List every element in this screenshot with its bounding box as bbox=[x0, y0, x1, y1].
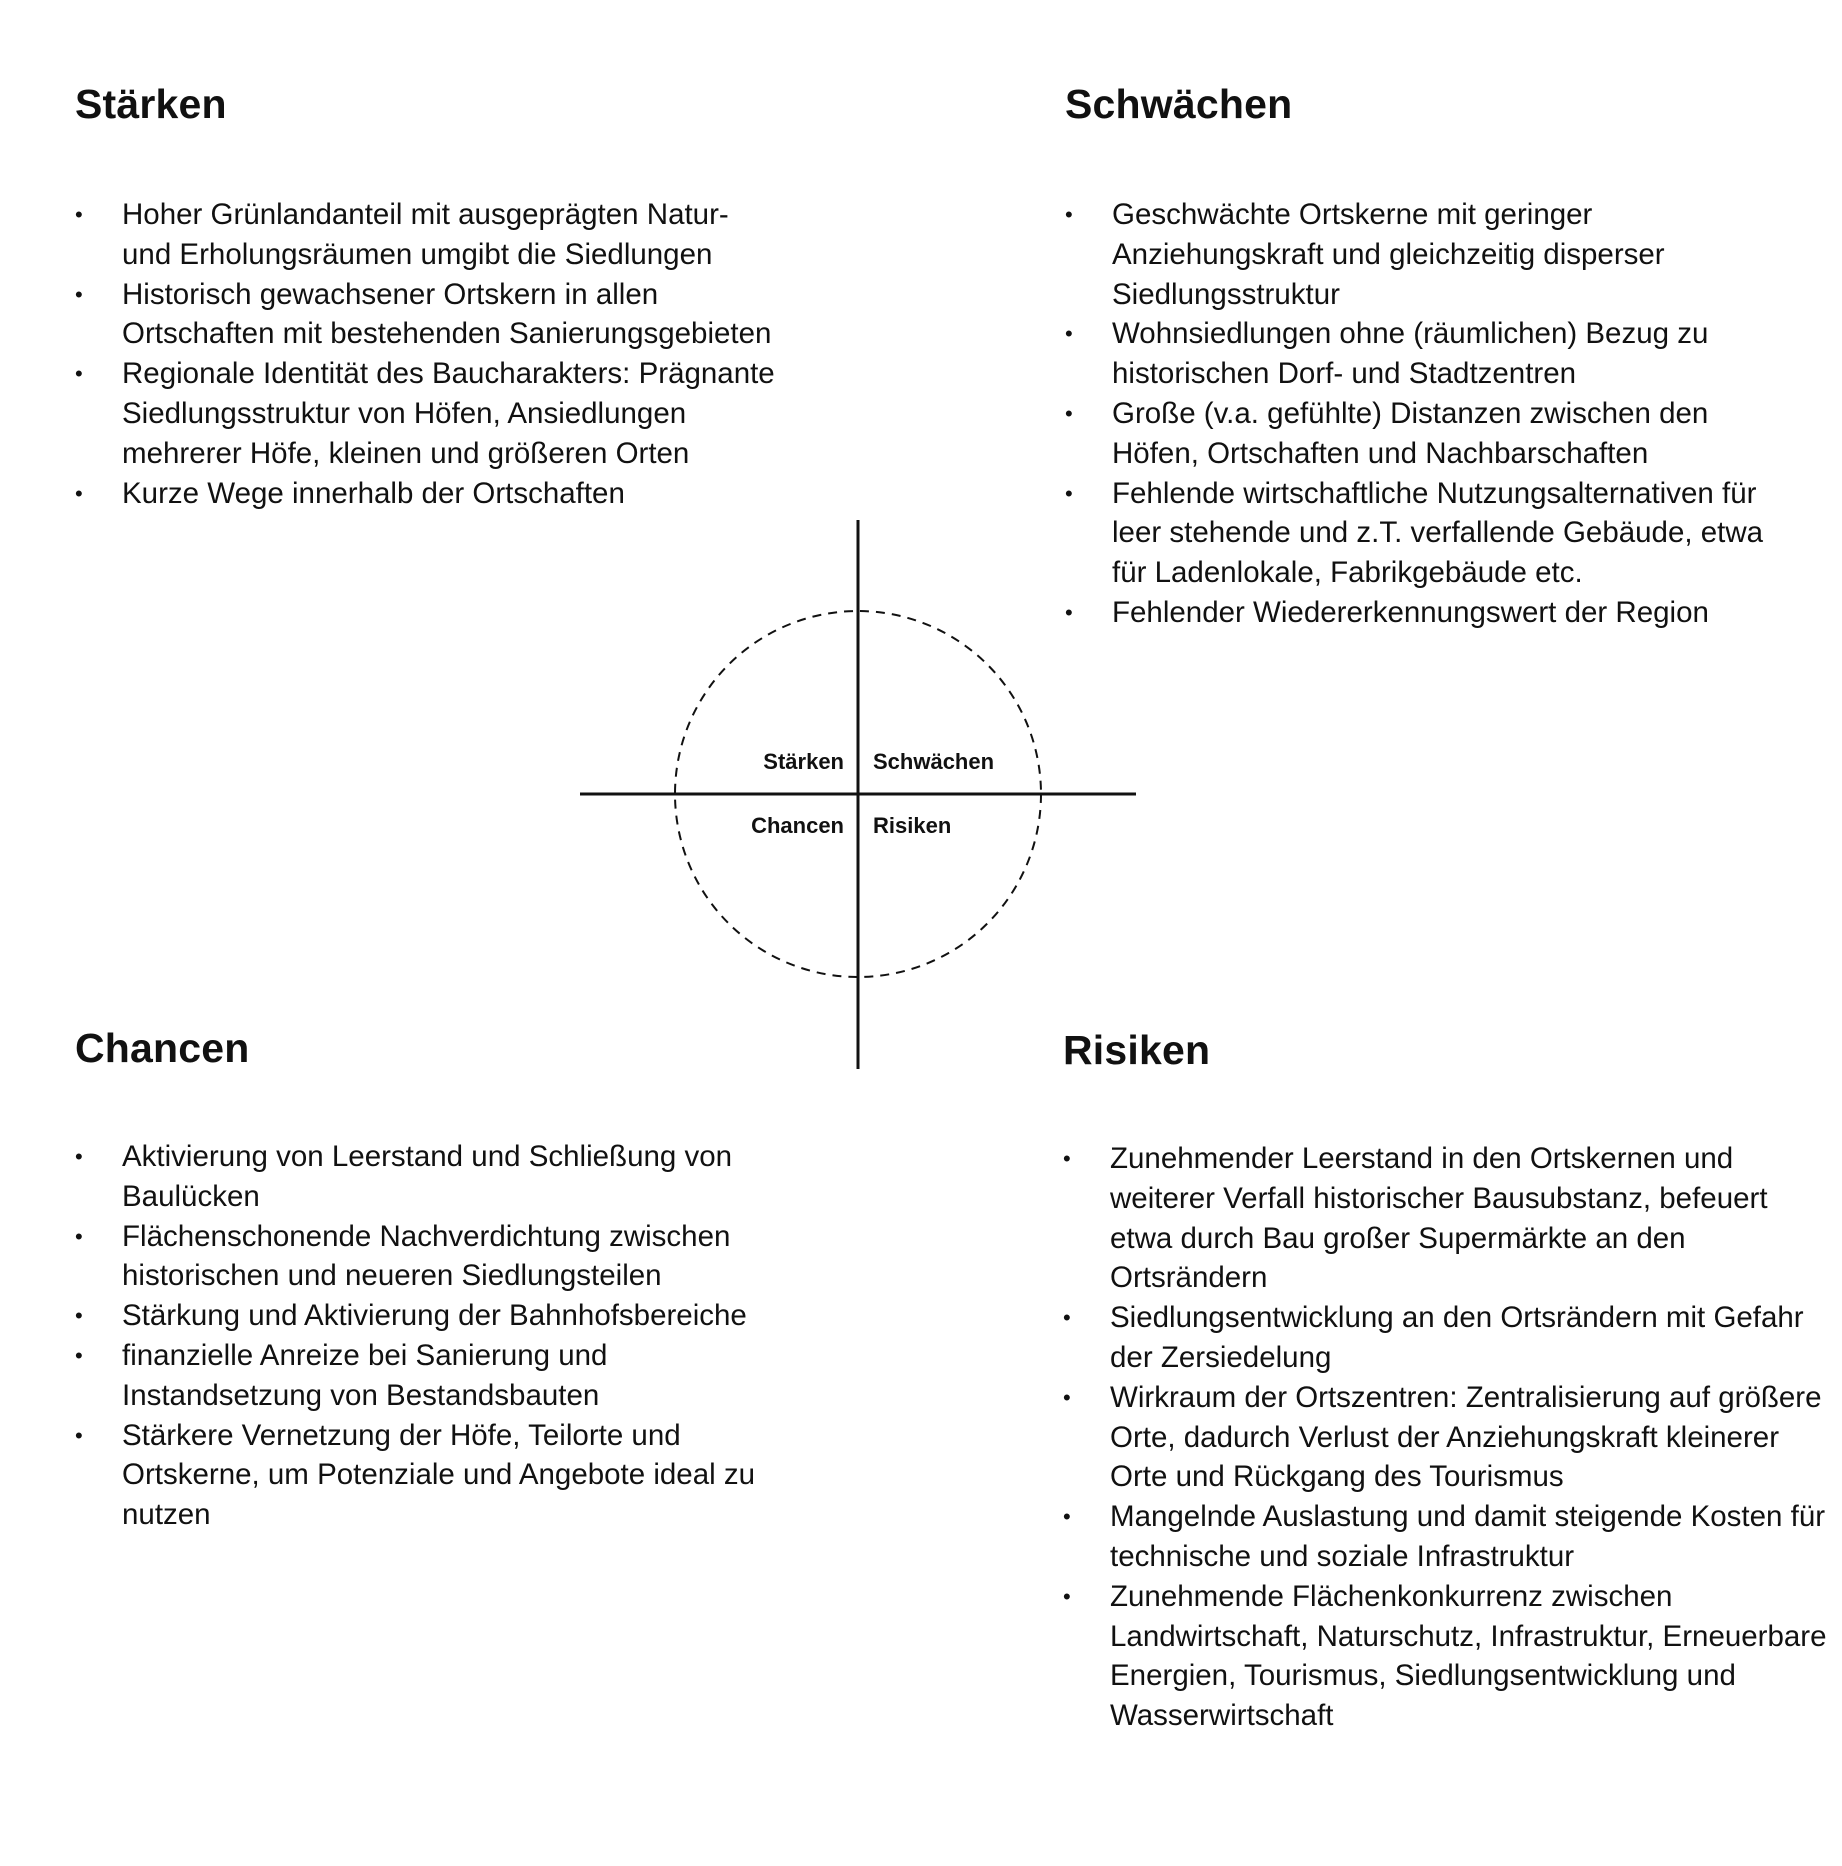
list-risiken bbox=[1063, 1139, 1827, 1736]
list-item: • Fehlender Wiedererkennungswert der Region bbox=[1065, 593, 1772, 633]
list-item: • Stärkung und Aktivierung der Bahnhofsbereiche bbox=[75, 1296, 762, 1336]
quadrant-label-chancen: Chancen bbox=[751, 813, 844, 838]
section-risiken bbox=[1063, 1027, 1827, 1736]
section-staerken bbox=[75, 81, 795, 513]
section-title-risiken: Risiken bbox=[1063, 1027, 1211, 1073]
swot-quadrant-diagram bbox=[580, 515, 1136, 1069]
quadrant-label-risiken: Risiken bbox=[873, 813, 952, 838]
list-item: • Flächenschonende Nachverdichtung zwischen historischen und neueren Siedlungsteilen bbox=[75, 1217, 762, 1297]
quadrant-label-staerken: Stärken bbox=[763, 749, 844, 774]
list-item: • Zunehmende Flächenkonkurrenz zwischen Landwirtschaft, Naturschutz, Infrastruktur, Erneuerbare Energien, Tourismus, Siedlungsentwicklung und Wasserwirtschaft bbox=[1063, 1577, 1830, 1736]
section-schwaechen bbox=[1065, 81, 1765, 633]
list-item: • Zunehmender Leerstand in den Ortskernen und weiterer Verfall historischer Bausubstanz, befeuert etwa durch Bau großer Supermärkte an den Ortsrändern bbox=[1063, 1139, 1830, 1298]
quadrant-label-schwaechen: Schwächen bbox=[873, 749, 995, 774]
list-item: • Kurze Wege innerhalb der Ortschaften bbox=[75, 474, 782, 514]
list-staerken bbox=[75, 195, 795, 513]
list-item: • Fehlende wirtschaftliche Nutzungsalternativen für leer stehende und z.T. verfallende Gebäude, etwa für Ladenlokale, Fabrikgebäude etc. bbox=[1065, 474, 1772, 593]
list-item: • Hoher Grünlandanteil mit ausgeprägten Natur- und Erholungsräumen umgibt die Siedlungen bbox=[75, 195, 782, 275]
list-item: • Aktivierung von Leerstand und Schließung von Baulücken bbox=[75, 1137, 762, 1217]
list-schwaechen bbox=[1065, 195, 1765, 633]
list-item: • Historisch gewachsener Ortskern in allen Ortschaften mit bestehenden Sanierungsgebieten bbox=[75, 275, 782, 355]
list-chancen bbox=[75, 1137, 775, 1535]
list-item: • Siedlungsentwicklung an den Ortsrändern mit Gefahr der Zersiedelung bbox=[1063, 1298, 1830, 1378]
section-title-staerken: Stärken bbox=[75, 81, 227, 127]
list-item: • finanzielle Anreize bei Sanierung und Instandsetzung von Bestandsbauten bbox=[75, 1336, 762, 1416]
list-item: • Wirkraum der Ortszentren: Zentralisierung auf größere Orte, dadurch Verlust der Anziehungskraft kleinerer Orte und Rückgang des Tourismus bbox=[1063, 1378, 1830, 1497]
list-item: • Regionale Identität des Baucharakters: Prägnante Siedlungsstruktur von Höfen, Ansiedlungen mehrerer Höfe, kleinen und größeren Orten bbox=[75, 354, 782, 473]
section-title-schwaechen: Schwächen bbox=[1065, 81, 1293, 127]
section-title-chancen: Chancen bbox=[75, 1025, 250, 1071]
list-item: • Geschwächte Ortskerne mit geringer Anziehungskraft und gleichzeitig disperser Siedlungsstruktur bbox=[1065, 195, 1772, 314]
list-item: • Große (v.a. gefühlte) Distanzen zwischen den Höfen, Ortschaften und Nachbarschaften bbox=[1065, 394, 1772, 474]
list-item: • Mangelnde Auslastung und damit steigende Kosten für technische und soziale Infrastruktur bbox=[1063, 1497, 1830, 1577]
list-item: • Stärkere Vernetzung der Höfe, Teilorte und Ortskerne, um Potenziale und Angebote ideal zu nutzen bbox=[75, 1416, 762, 1535]
list-item: • Wohnsiedlungen ohne (räumlichen) Bezug zu historischen Dorf- und Stadtzentren bbox=[1065, 314, 1772, 394]
section-chancen bbox=[75, 1025, 775, 1535]
